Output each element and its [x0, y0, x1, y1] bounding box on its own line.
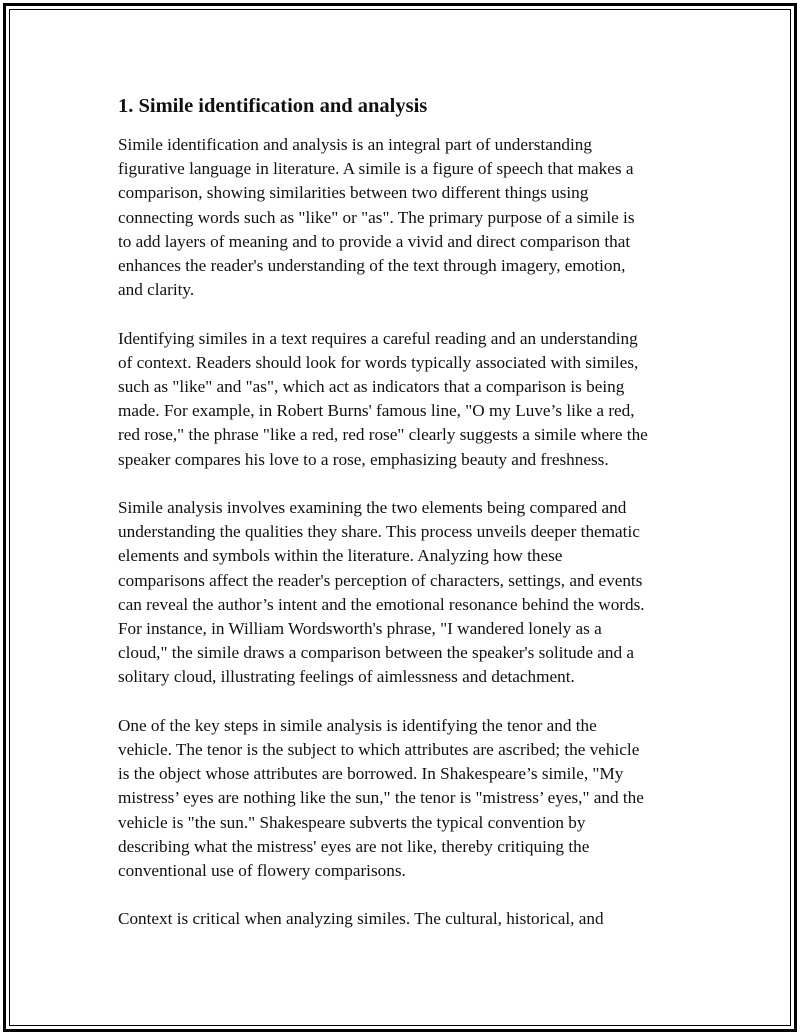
text-line: cloud," the simile draws a comparison between the speaker's solitude and a [118, 643, 635, 663]
paragraph-4 [118, 714, 693, 883]
section-title: 1. Simile identification and analysis [118, 95, 428, 117]
text-line: can reveal the author’s intent and the emotional resonance behind the words. [118, 594, 645, 614]
text-line: is the object whose attributes are borrowed. In Shakespeare’s simile, "My [118, 764, 624, 784]
document-body [118, 92, 693, 956]
text-line: red rose," the phrase "like a red, red rose" clearly suggests a simile where the [118, 425, 648, 445]
text-line: to add layers of meaning and to provide a vivid and direct comparison that [118, 231, 631, 251]
text-line: describing what the mistress' eyes are not like, thereby critiquing the [118, 836, 590, 856]
text-line: of context. Readers should look for words typically associated with similes, [118, 352, 639, 372]
text-line: comparisons affect the reader's perception of characters, settings, and events [118, 570, 643, 590]
text-line: figurative language in literature. A simile is a figure of speech that makes a [118, 159, 634, 179]
text-line: Identifying similes in a text requires a careful reading and an understanding [118, 328, 638, 348]
text-line: Simile analysis involves examining the two elements being compared and [118, 498, 627, 518]
text-line: vehicle. The tenor is the subject to which attributes are ascribed; the vehicle [118, 740, 640, 760]
paragraph-1 [118, 133, 693, 302]
text-line: such as "like" and "as", which act as indicators that a comparison is being [118, 377, 625, 397]
paragraph-2 [118, 327, 693, 472]
text-line: conventional use of flowery comparisons. [118, 861, 406, 881]
text-line: Context is critical when analyzing similes. The cultural, historical, and [118, 909, 604, 929]
text-line: For instance, in William Wordsworth's phrase, "I wandered lonely as a [118, 619, 602, 639]
text-line: enhances the reader's understanding of the text through imagery, emotion, [118, 256, 626, 276]
paragraph-5 [118, 907, 693, 931]
text-line: comparison, showing similarities between two different things using [118, 183, 589, 203]
text-line: understanding the qualities they share. This process unveils deeper thematic [118, 522, 640, 542]
text-line: One of the key steps in simile analysis is identifying the tenor and the [118, 715, 597, 735]
text-line: solitary cloud, illustrating feelings of aimlessness and detachment. [118, 667, 575, 687]
paragraph-3 [118, 496, 693, 690]
text-line: Simile identification and analysis is an integral part of understanding [118, 135, 592, 154]
text-line: elements and symbols within the literature. Analyzing how these [118, 546, 563, 566]
text-line: speaker compares his love to a rose, emphasizing beauty and freshness. [118, 449, 609, 469]
text-line: made. For example, in Robert Burns' famous line, "O my Luve’s like a red, [118, 401, 635, 421]
text-line: and clarity. [118, 280, 195, 300]
text-line: connecting words such as "like" or "as". The primary purpose of a simile is [118, 207, 635, 227]
text-line: mistress’ eyes are nothing like the sun," the tenor is "mistress’ eyes," and the [118, 788, 644, 808]
text-line: vehicle is "the sun." Shakespeare subverts the typical convention by [118, 812, 586, 832]
